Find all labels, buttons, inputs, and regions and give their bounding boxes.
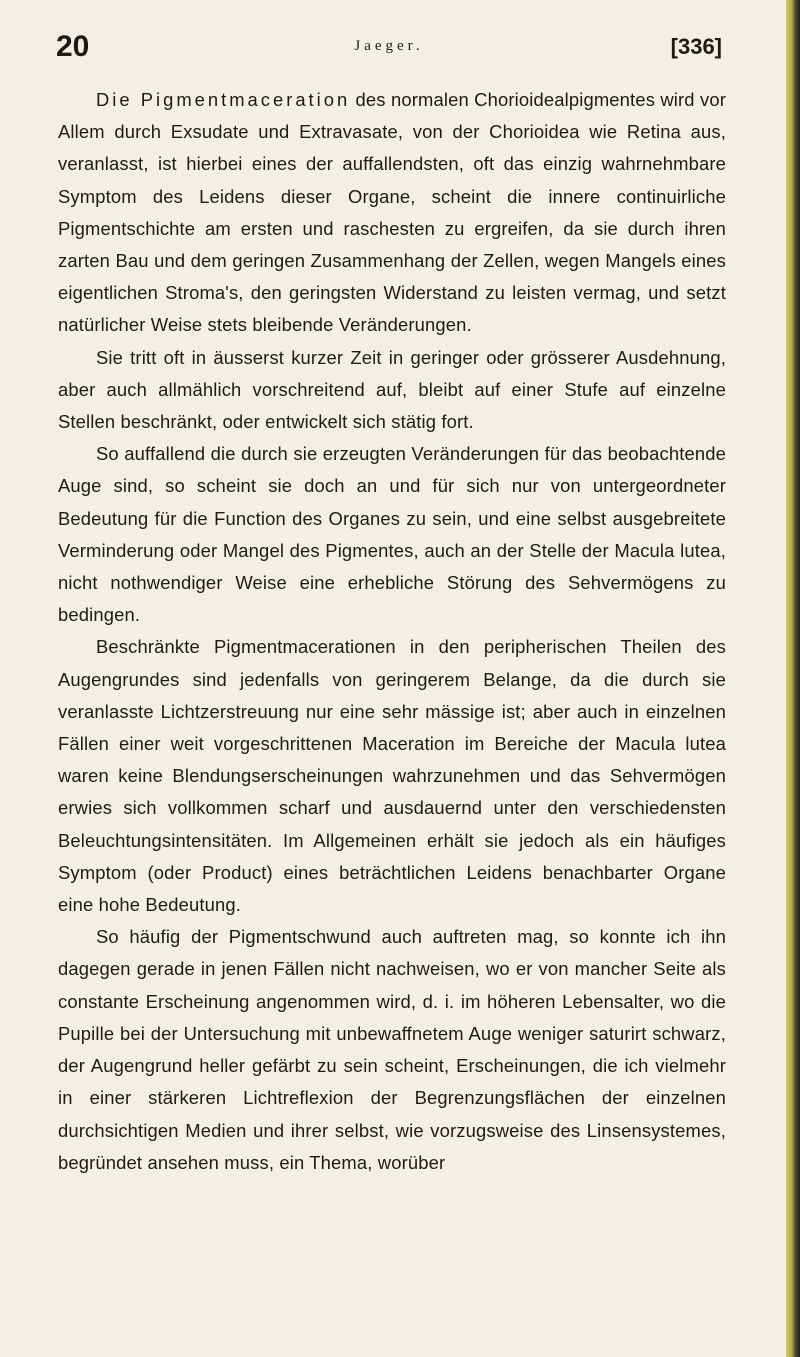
- emphasized-term: Die Pigmentmaceration: [96, 89, 351, 110]
- paragraph-text: des normalen Chorioidealpigmentes wird vor Allem durch Exsudate und Extravasate, von der Chorioidea wie Retina aus, veranlasst, ist hierbei eines der auffallendsten, oft das einzig wahrnehmbare Symptom des Leidens dieser Organe, scheint die innere continuirliche Pigmentschichte am ersten und raschesten zu ergreifen, da sie durch ihren zarten Bau und dem geringen Zusammenhang der Zellen, wegen Mangels eines eigentlichen Stroma's, den geringsten Widerstand zu leisten vermag, und setzt natürlicher Weise stets bleibende Veränderungen.: [58, 89, 726, 336]
- paragraph-text: So häufig der Pigmentschwund auch auftreten mag, so konnte ich ihn dagegen gerade in jenen Fällen nicht nachweisen, wo er von mancher Seite als constante Erscheinung angenommen wird, d. i. im höheren Lebensalter, wo die Pupille bei der Untersuchung mit unbewaffnetem Auge weniger saturirt schwarz, der Augengrund heller gefärbt zu sein scheint, Erscheinungen, die ich vielmehr in einer stärkeren Lichtreflexion der Begrenzungsflächen der einzelnen durchsichtigen Medien und ihrer selbst, wie vorzugsweise des Linsensystemes, begründet ansehen muss, ein Thema, worüber: [58, 926, 726, 1173]
- paragraph-text: Sie tritt oft in äusserst kurzer Zeit in geringer oder grösserer Ausdehnung, aber auch allmählich vorschreitend auf, bleibt auf einer Stufe auf einzelne Stellen beschränkt, oder entwickelt sich stätig fort.: [58, 346, 726, 433]
- paragraph-1: [58, 84, 726, 342]
- body-text: [58, 84, 726, 1179]
- running-head: [56, 30, 722, 70]
- paragraph-text: Beschränkte Pigmentmacerationen in den peripherischen Theilen des Augengrundes sind jedenfalls von geringerem Belange, da die durch sie veranlasste Lichtzerstreuung nur eine sehr mässige ist; aber auch in einzelnen Fällen einer weit vorgeschrittenen Maceration im Bereiche der Macula lutea waren keine Blendungserscheinungen wahrzunehmen und das Sehvermögen erwies sich vollkommen scharf und ausdauernd unter den verschiedensten Beleuchtungsintensitäten. Im Allgemeinen erhält sie jedoch als ein häufiges Symptom (oder Product) eines beträchtlichen Leidens benachbarter Organe eine hohe Bedeutung.: [58, 636, 726, 916]
- paragraph-4: [58, 631, 726, 921]
- page-number: 20: [56, 30, 90, 63]
- running-head-author: Jaeger.: [354, 38, 424, 54]
- paragraph-2: [58, 342, 726, 439]
- paragraph-3: [58, 438, 726, 631]
- paragraph-text: So auffallend die durch sie erzeugten Veränderungen für das beobachtende Auge sind, so scheint sie doch an und für sich nur von untergeordneter Bedeutung für die Function des Organes zu sein, und eine selbst ausgebreitete Verminderung oder Mangel des Pigmentes, auch an der Stelle der Macula lutea, nicht nothwendiger Weise eine erhebliche Störung des Sehvermögens zu bedingen.: [58, 443, 726, 626]
- original-page-number: [336]: [670, 34, 722, 59]
- paragraph-5: [58, 921, 726, 1179]
- book-edge: [786, 0, 800, 1357]
